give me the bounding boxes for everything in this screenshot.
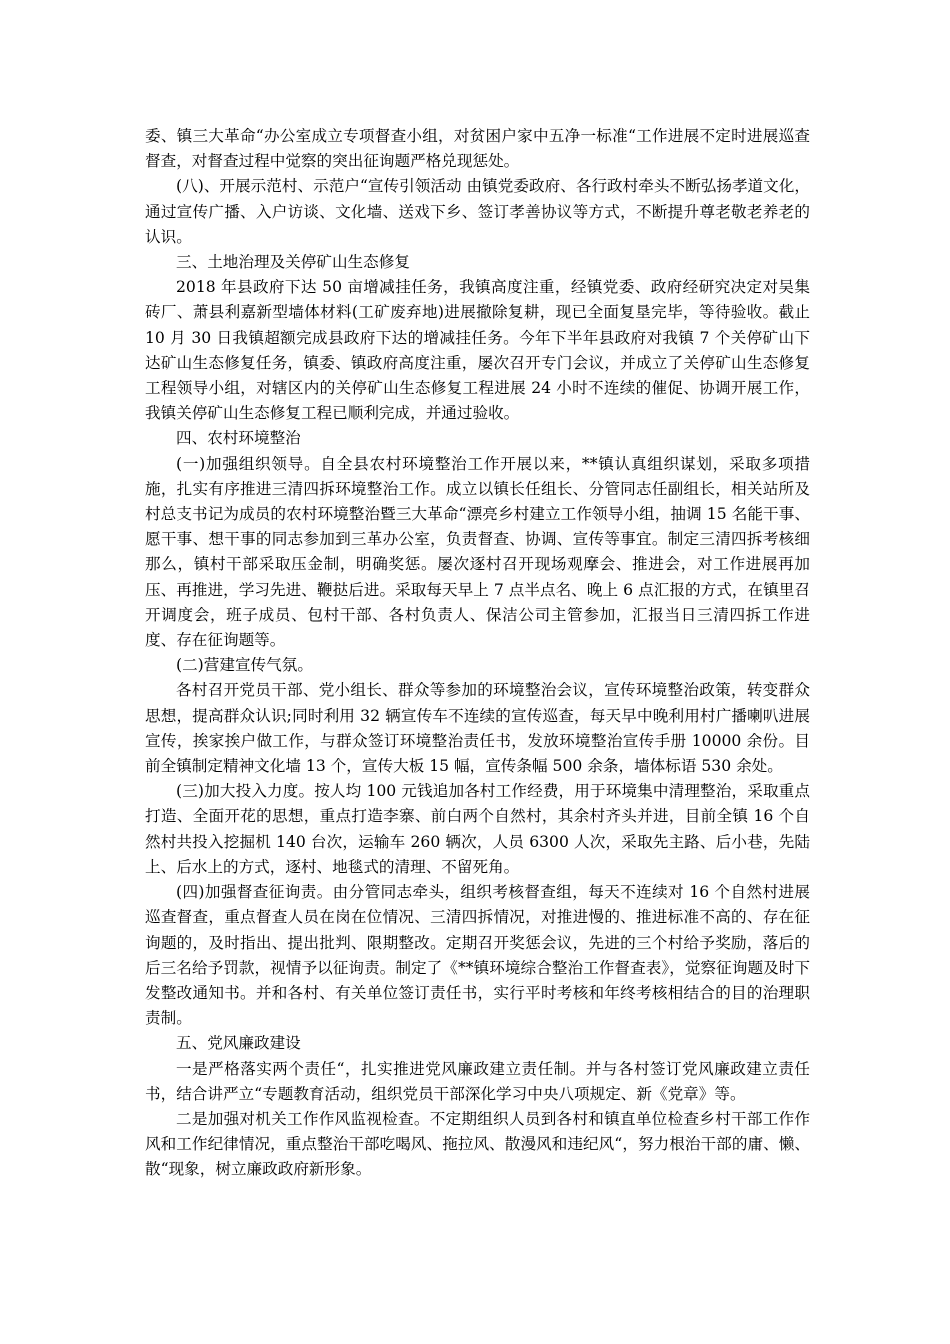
paragraph-work-style: 二是加强对机关工作作风监视检查。不定期组织人员到各村和镇直单位检查乡村干部工作作风和工作纪律情况，重点整治干部吃喝风、拖拉风、散漫风和违纪风“，努力根治干部的庸、懒、散“现象，树立廉政政府新形象。 xyxy=(145,1109,810,1179)
paragraph-publicity-title: (二)营建宣传气氛。 xyxy=(176,656,313,675)
paragraph-responsibility: 一是严格落实两个责任“，扎实推进党风廉政建立责任制。并与各村签订党风廉政建立责任书，结合讲严立“专题教育活动，组织党员干部深化学习中央八项规定、新《党章》等。 xyxy=(145,1059,810,1103)
paragraph-investment: (三)加大投入力度。按人均 100 元钱追加各村工作经费，用于环境集中清理整治，采取重点打造、全面开花的思想，重点打造李寨、前白两个自然村，其余村齐头并进，目前全镇 16 个自然村共投入挖掘机 140 台次，运输车 260 辆次，人员 6300 人次，采取先主路、后小巷，先陆上、后水上的方式，逐村、地毯式的清理、不留死角。 xyxy=(145,782,810,876)
section-heading-land: 三、土地治理及关停矿山生态修复 xyxy=(176,253,410,272)
section-heading-integrity: 五、党风廉政建设 xyxy=(176,1034,301,1053)
paragraph-continuation: 委、镇三大革命“办公室成立专项督查小组，对贫困户家中五净一标准“工作进展不定时进展巡查督查，对督查过程中觉察的突出征询题严格兑现惩处。 xyxy=(145,127,810,171)
paragraph-land: 2018 年县政府下达 50 亩增减挂任务，我镇高度注重，经镇党委、政府经研究决定对吴集砖厂、萧县利嘉新型墙体材料(工矿废弃地)进展撤除复耕，现已全面复垦完毕，等待验收。截止 10 月 30 日我镇超额完成县政府下达的增减挂任务。今年下半年县政府对我镇 7 个关停矿山下达矿山生态修复任务，镇委、镇政府高度注重，屡次召开专门会议，并成立了关停矿山生态修复工程领导小组，对辖区内的关停矿山生态修复工程进展 24 小时不连续的催促、协调开展工作，我镇关停矿山生态修复工程已顺利完成，并通过验收。 xyxy=(145,278,810,423)
document-page xyxy=(145,124,810,1183)
paragraph-publicity: 各村召开党员干部、党小组长、群众等参加的环境整治会议，宣传环境整治政策，转变群众思想，提高群众认识;同时利用 32 辆宣传车不连续的宣传巡查，每天早中晚利用村广播喇叭进展宣传，挨家挨户做工作，与群众签订环境整治责任书，发放环境整治宣传手册 10000 余份。目前全镇制定精神文化墙 13 个，宣传大板 15 幅，宣传条幅 500 余条，墙体标语 530 余处。 xyxy=(145,681,810,776)
paragraph-filial-piety: (八)、开展示范村、示范户“宣传引领活动 由镇党委政府、各行政村牵头不断弘扬孝道文化，通过宣传广播、入户访谈、文化墙、送戏下乡、签订孝善协议等方式，不断提升尊老敬老养老的认识。 xyxy=(145,177,810,246)
section-heading-environment: 四、农村环境整治 xyxy=(176,429,301,448)
paragraph-leadership: (一)加强组织领导。自全县农村环境整治工作开展以来，**镇认真组织谋划，采取多项措施，扎实有序推进三清四拆环境整治工作。成立以镇长任组长、分管同志任副组长，相关站所及村总支书记为成员的农村环境整治暨三大革命“漂亮乡村建立工作领导小组，抽调 15 名能干事、愿干事、想干事的同志参加到三革办公室，负责督查、协调、宣传等事宜。制定三清四拆考核细那么，镇村干部采取压金制，明确奖惩。屡次逐村召开现场观摩会、推进会，对工作进展再加压、再推进，学习先进、鞭挞后进。采取每天早上 7 点半点名、晚上 6 点汇报的方式，在镇里召开调度会，班子成员、包村干部、各村负责人、保洁公司主管参加，汇报当日三清四拆工作进度、存在征询题等。 xyxy=(145,454,810,650)
paragraph-supervision: (四)加强督查征询责。由分管同志牵头，组织考核督查组，每天不连续对 16 个自然村进展巡查督查，重点督查人员在岗在位情况、三清四拆情况，对推进慢的、推进标准不高的、存在征询题的，及时指出、提出批判、限期整改。定期召开奖惩会议，先进的三个村给予奖励，落后的后三名给予罚款，视情予以征询责。制定了《**镇环境综合整治工作督查表》，觉察征询题及时下发整改通知书。并和各村、有关单位签订责任书，实行平时考核和年终考核相结合的目的治理职责制。 xyxy=(145,883,810,1028)
